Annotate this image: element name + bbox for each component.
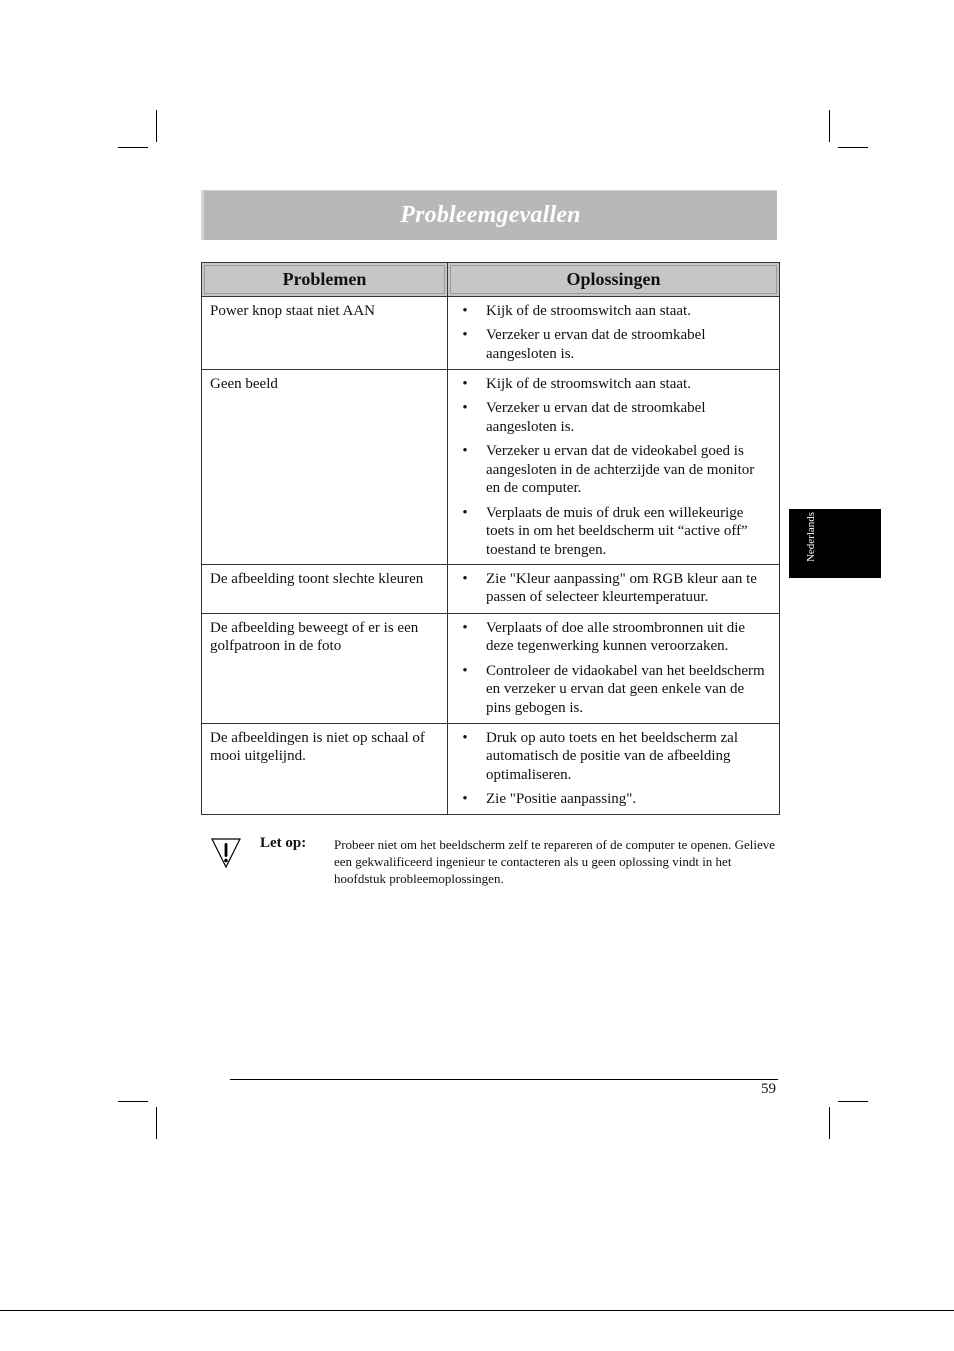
page-edge-rule [0, 1310, 954, 1311]
crop-mark [118, 1101, 148, 1102]
table-row [202, 613, 780, 723]
bullet-icon: • [462, 729, 468, 746]
solutions-cell [448, 723, 780, 814]
problem-cell: De afbeelding beweegt of er is een golfpatroon in de foto [202, 613, 448, 723]
troubleshooting-table [201, 262, 780, 815]
crop-mark [156, 1107, 157, 1139]
list-item: • Zie "Positie aanpassing". [458, 790, 771, 809]
table-row [202, 369, 780, 564]
problem-cell: Power knop staat niet AAN [202, 296, 448, 369]
page-number: 59 [761, 1081, 776, 1097]
column-header-solutions: Oplossingen [448, 263, 780, 297]
problem-cell: De afbeeldingen is niet op schaal of mooi uitgelijnd. [202, 723, 448, 814]
list-item: • Controleer de vidaokabel van het beeldscherm en verzeker u ervan dat geen enkele van de pins gebogen is. [458, 662, 771, 718]
solutions-cell [448, 369, 780, 564]
problem-cell: Geen beeld [202, 369, 448, 564]
crop-mark [838, 147, 868, 148]
language-tab [789, 509, 881, 578]
list-item: • Verzeker u ervan dat de stroomkabel aangesloten is. [458, 326, 771, 363]
crop-mark [156, 110, 157, 142]
table-row [202, 296, 780, 369]
solutions-cell [448, 613, 780, 723]
bullet-icon: • [462, 570, 468, 587]
bullet-icon: • [462, 302, 468, 319]
solutions-cell [448, 564, 780, 613]
bullet-icon: • [462, 662, 468, 679]
bullet-icon: • [462, 400, 468, 416]
list-item: • Verplaats de muis of druk een willekeurige toets in om het beeldscherm uit “active off” toestand te brengen. [458, 504, 771, 560]
footer-rule [230, 1079, 778, 1080]
page-title: Probleemgevallen [400, 202, 581, 228]
table-header-row [202, 263, 780, 297]
list-item: • Kijk of de stroomswitch aan staat. [458, 302, 771, 321]
crop-mark [838, 1101, 868, 1102]
list-item: • Verzeker u ervan dat de stroomkabel aangesloten is. [458, 399, 771, 436]
solutions-cell [448, 296, 780, 369]
list-item: • Kijk of de stroomswitch aan staat. [458, 375, 771, 394]
crop-mark [829, 1107, 830, 1139]
bullet-icon: • [462, 375, 468, 392]
column-header-problems: Problemen [202, 263, 448, 297]
note-text: Probeer niet om het beeldscherm zelf te repareren of de computer te openen. Gelieve een gekwalificeerd ingenieur te contacteren als u geen oplossing vindt in het hoofdstuk probleemoplossingen. [334, 837, 776, 886]
list-item: • Druk op auto toets en het beeldscherm zal automatisch de positie van de afbeelding optimaliseren. [458, 729, 771, 785]
crop-mark [118, 147, 148, 148]
bullet-icon: • [462, 619, 468, 636]
list-item: • Verzeker u ervan dat de videokabel goed is aangesloten in de achterzijde van de monitor en de computer. [458, 442, 771, 498]
table-row [202, 564, 780, 613]
crop-mark [829, 110, 830, 142]
problem-cell: De afbeelding toont slechte kleuren [202, 564, 448, 613]
bullet-icon: • [462, 327, 468, 343]
warning-triangle-icon [210, 835, 242, 869]
language-tab-label: Nederlands [805, 511, 817, 563]
bullet-icon: • [462, 791, 468, 807]
note-label: Let op: [260, 835, 307, 851]
table-row [202, 723, 780, 814]
bullet-icon: • [462, 504, 468, 521]
list-item: • Verplaats of doe alle stroombronnen uit die deze tegenwerking kunnen veroorzaken. [458, 619, 771, 656]
section-title-bar [201, 190, 777, 240]
bullet-icon: • [462, 443, 468, 459]
list-item: • Zie "Kleur aanpassing" om RGB kleur aan te passen of selecteer kleurtemperatuur. [458, 570, 771, 607]
